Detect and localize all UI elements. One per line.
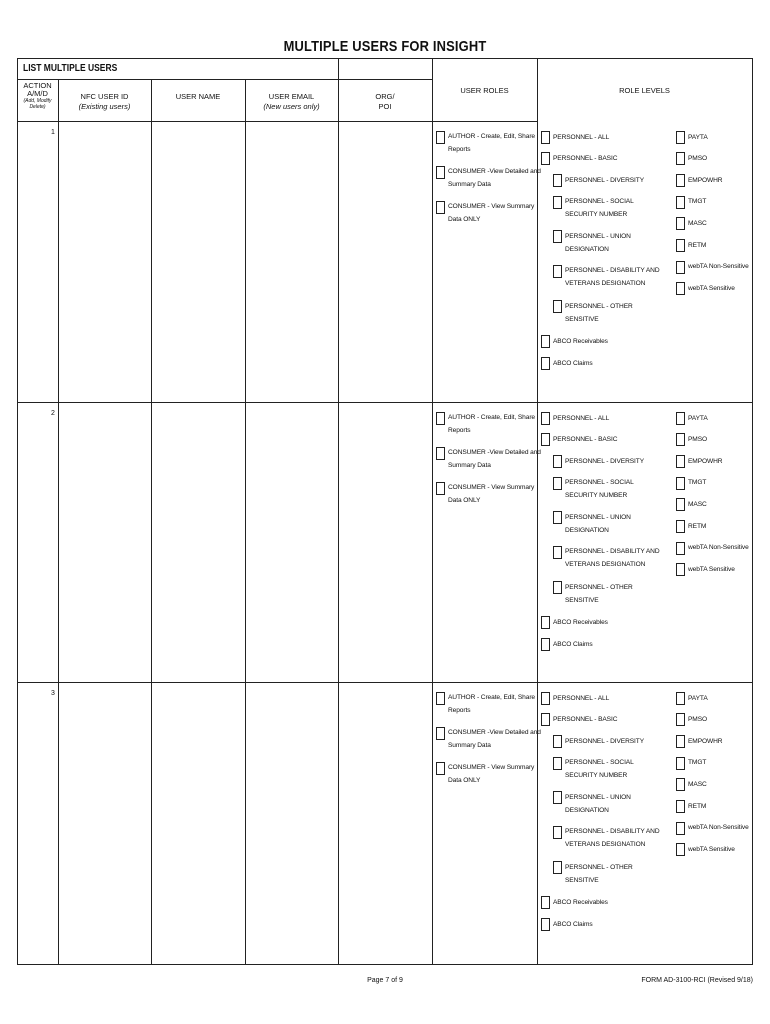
consumer-summary-checkbox[interactable] [436,201,445,214]
pmso-label: PMSO [688,716,708,723]
consumer-summary-checkbox[interactable] [436,762,445,775]
author-role-checkbox[interactable] [436,692,445,705]
personnel-basic-checkbox[interactable] [541,713,550,726]
consumer-summary-label: CONSUMER - View Summary Data ONLY [448,764,535,784]
webta-sensitive-checkbox[interactable] [676,282,685,295]
user-row-2 [0,402,770,682]
webta-sensitive-label: webTA Sensitive [688,285,735,292]
author-role-label: AUTHOR - Create, Edit, Share Reports [448,694,535,714]
personnel-diversity-checkbox[interactable] [553,174,562,187]
payta-checkbox[interactable] [676,692,685,705]
consumer-detailed-label: CONSUMER -View Detailed and Summary Data [448,729,541,749]
retm-checkbox[interactable] [676,800,685,813]
page-number: Page 7 of 9 [367,977,403,984]
personnel-union-label: PERSONNEL - UNION DESIGNATION [565,794,631,814]
personnel-other-label: PERSONNEL - OTHER SENSITIVE [565,303,633,323]
personnel-social-checkbox[interactable] [553,196,562,209]
webta-non-sensitive-label: webTA Non-Sensitive [688,824,749,831]
personnel-disability-checkbox[interactable] [553,265,562,278]
masc-label: MASC [688,220,707,227]
personnel-all-checkbox[interactable] [541,692,550,705]
empowhr-label: EMPOWHR [688,458,723,465]
consumer-detailed-checkbox[interactable] [436,727,445,740]
pmso-checkbox[interactable] [676,433,685,446]
personnel-disability-checkbox[interactable] [553,826,562,839]
consumer-detailed-checkbox[interactable] [436,447,445,460]
retm-label: RETM [688,523,707,530]
payta-label: PAYTA [688,134,708,141]
webta-sensitive-checkbox[interactable] [676,563,685,576]
empowhr-checkbox[interactable] [676,174,685,187]
personnel-basic-label: PERSONNEL - BASIC [553,155,618,162]
abco-claims-label: ABCO Claims [553,921,593,928]
page-title: MULTIPLE USERS FOR INSIGHT [283,38,487,55]
consumer-summary-label: CONSUMER - View Summary Data ONLY [448,203,535,223]
pmso-checkbox[interactable] [676,152,685,165]
payta-checkbox[interactable] [676,412,685,425]
personnel-all-label: PERSONNEL - ALL [553,134,610,141]
consumer-detailed-label: CONSUMER -View Detailed and Summary Data [448,168,541,188]
personnel-social-label: PERSONNEL - SOCIAL SECURITY NUMBER [565,759,634,779]
personnel-all-checkbox[interactable] [541,131,550,144]
row-number: 2 [51,410,55,417]
empowhr-checkbox[interactable] [676,455,685,468]
retm-label: RETM [688,803,707,810]
nfc-user-id-header: NFC USER ID (Existing users) [78,92,131,111]
tmgt-checkbox[interactable] [676,196,685,209]
personnel-basic-label: PERSONNEL - BASIC [553,716,618,723]
consumer-summary-checkbox[interactable] [436,482,445,495]
tmgt-checkbox[interactable] [676,477,685,490]
personnel-all-label: PERSONNEL - ALL [553,415,610,422]
abco-claims-checkbox[interactable] [541,638,550,651]
abco-claims-checkbox[interactable] [541,918,550,931]
personnel-diversity-checkbox[interactable] [553,735,562,748]
personnel-other-checkbox[interactable] [553,581,562,594]
personnel-basic-checkbox[interactable] [541,152,550,165]
personnel-basic-checkbox[interactable] [541,433,550,446]
author-role-label: AUTHOR - Create, Edit, Share Reports [448,133,535,153]
masc-label: MASC [688,501,707,508]
payta-label: PAYTA [688,695,708,702]
tmgt-label: TMGT [688,198,707,205]
personnel-disability-label: PERSONNEL - DISABILITY AND VETERANS DESIGNATION [565,828,660,848]
webta-sensitive-label: webTA Sensitive [688,566,735,573]
org-poi-header: ORG/ POI [375,92,395,111]
masc-checkbox[interactable] [676,217,685,230]
user-name-header: USER NAME [175,92,221,101]
tmgt-label: TMGT [688,759,707,766]
personnel-other-label: PERSONNEL - OTHER SENSITIVE [565,584,633,604]
personnel-other-checkbox[interactable] [553,861,562,874]
user-email-header: USER EMAIL (New users only) [263,92,320,111]
personnel-social-checkbox[interactable] [553,757,562,770]
personnel-disability-label: PERSONNEL - DISABILITY AND VETERANS DESIGNATION [565,267,660,287]
personnel-social-checkbox[interactable] [553,477,562,490]
empowhr-checkbox[interactable] [676,735,685,748]
consumer-summary-label: CONSUMER - View Summary Data ONLY [448,484,535,504]
personnel-social-label: PERSONNEL - SOCIAL SECURITY NUMBER [565,479,634,499]
user-row-3 [0,682,770,964]
action-header: ACTION A/M/D (Add, Modify Delete) [23,81,52,110]
personnel-disability-checkbox[interactable] [553,546,562,559]
empowhr-label: EMPOWHR [688,738,723,745]
consumer-detailed-checkbox[interactable] [436,166,445,179]
retm-checkbox[interactable] [676,520,685,533]
webta-non-sensitive-checkbox[interactable] [676,822,685,835]
author-role-checkbox[interactable] [436,412,445,425]
abco-receivables-checkbox[interactable] [541,335,550,348]
author-role-checkbox[interactable] [436,131,445,144]
abco-receivables-checkbox[interactable] [541,616,550,629]
abco-claims-label: ABCO Claims [553,360,593,367]
personnel-diversity-label: PERSONNEL - DIVERSITY [565,177,644,184]
personnel-social-label: PERSONNEL - SOCIAL SECURITY NUMBER [565,198,634,218]
role-levels-header: ROLE LEVELS [619,86,670,95]
pmso-label: PMSO [688,436,708,443]
abco-claims-label: ABCO Claims [553,641,593,648]
personnel-disability-label: PERSONNEL - DISABILITY AND VETERANS DESIGNATION [565,548,660,568]
webta-sensitive-checkbox[interactable] [676,843,685,856]
pmso-label: PMSO [688,155,708,162]
personnel-other-label: PERSONNEL - OTHER SENSITIVE [565,864,633,884]
webta-non-sensitive-checkbox[interactable] [676,261,685,274]
personnel-all-checkbox[interactable] [541,412,550,425]
row-number: 1 [51,129,55,136]
row-number: 3 [51,690,55,697]
tmgt-label: TMGT [688,479,707,486]
webta-non-sensitive-checkbox[interactable] [676,542,685,555]
personnel-diversity-label: PERSONNEL - DIVERSITY [565,458,644,465]
abco-receivables-checkbox[interactable] [541,896,550,909]
abco-receivables-label: ABCO Receivables [553,619,608,626]
personnel-union-checkbox[interactable] [553,230,562,243]
payta-checkbox[interactable] [676,131,685,144]
consumer-detailed-label: CONSUMER -View Detailed and Summary Data [448,449,541,469]
personnel-union-checkbox[interactable] [553,511,562,524]
retm-label: RETM [688,242,707,249]
payta-label: PAYTA [688,415,708,422]
personnel-diversity-label: PERSONNEL - DIVERSITY [565,738,644,745]
personnel-other-checkbox[interactable] [553,300,562,313]
webta-non-sensitive-label: webTA Non-Sensitive [688,544,749,551]
personnel-diversity-checkbox[interactable] [553,455,562,468]
retm-checkbox[interactable] [676,239,685,252]
personnel-union-label: PERSONNEL - UNION DESIGNATION [565,514,631,534]
personnel-union-label: PERSONNEL - UNION DESIGNATION [565,233,631,253]
empowhr-label: EMPOWHR [688,177,723,184]
personnel-union-checkbox[interactable] [553,791,562,804]
pmso-checkbox[interactable] [676,713,685,726]
author-role-label: AUTHOR - Create, Edit, Share Reports [448,414,535,434]
abco-claims-checkbox[interactable] [541,357,550,370]
abco-receivables-label: ABCO Receivables [553,338,608,345]
masc-checkbox[interactable] [676,778,685,791]
abco-receivables-label: ABCO Receivables [553,899,608,906]
form-number: FORM AD-3100-RCI (Revised 9/18) [641,977,753,984]
section-label: LIST MULTIPLE USERS [23,63,118,74]
masc-checkbox[interactable] [676,498,685,511]
webta-non-sensitive-label: webTA Non-Sensitive [688,263,749,270]
user-row-1 [0,121,770,402]
webta-sensitive-label: webTA Sensitive [688,846,735,853]
personnel-all-label: PERSONNEL - ALL [553,695,610,702]
personnel-basic-label: PERSONNEL - BASIC [553,436,618,443]
user-roles-header: USER ROLES [460,86,509,95]
tmgt-checkbox[interactable] [676,757,685,770]
masc-label: MASC [688,781,707,788]
